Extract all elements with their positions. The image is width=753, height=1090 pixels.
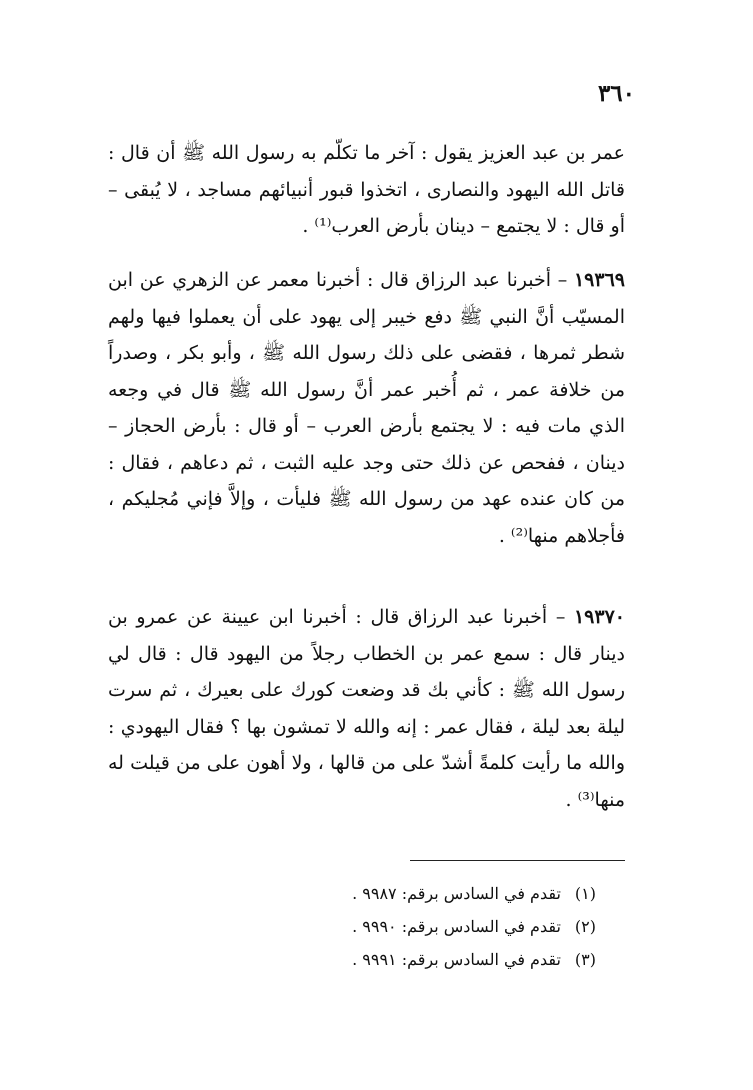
hadith-number: ١٩٣٧٠ — [573, 606, 625, 628]
footnote — [280, 877, 596, 910]
page-number: ٣٦٠ — [597, 80, 635, 107]
footnote-number: (٣) — [574, 950, 596, 969]
footnote-text: تقدم في السادس برقم: ٩٩٩٠ . — [352, 917, 561, 936]
hadith-number: ١٩٣٦٩ — [573, 269, 625, 291]
footnotes — [280, 877, 596, 976]
paragraph-text: عمر بن عبد العزيز يقول : آخر ما تكلّم به رسول الله ﷺ أن قال : قاتل الله اليهود والنصارى ، اتخذوا قبور أنبيائهم مساجد ، لا يُبقى – أو قال : لا يجتمع – دينان بأرض العرب⁽¹⁾ . — [108, 142, 625, 237]
paragraph-text: – أخبرنا عبد الرزاق قال : أخبرنا ابن عيينة عن عمرو بن دينار قال : سمع عمر بن الخطاب رجلاً من اليهود قال : قال لي رسول الله ﷺ : كأني بك قد وضعت كورك على بعيرك ، ثم سرت ليلة بعد ليلة ، فقال عمر : إنه والله لا تمشون بها ؟ فقال اليهودي : والله ما رأيت كلمةً أشدّ على من قالها ، ولا أهون على من قيلت له منها⁽³⁾ . — [108, 606, 625, 811]
footnote-divider — [410, 860, 625, 861]
footnote-number: (٢) — [574, 917, 596, 936]
footnote — [280, 943, 596, 976]
paragraph-continuation — [108, 135, 625, 245]
footnote — [280, 910, 596, 943]
hadith-paragraph — [108, 599, 625, 818]
paragraph-text: – أخبرنا عبد الرزاق قال : أخبرنا معمر عن الزهري عن ابن المسيّب أنَّ النبي ﷺ دفع خيبر إلى يهود على أن يعملوا فيها ولهم شطر ثمرها ، فقضى على ذلك رسول الله ﷺ ، وأبو بكر ، وصدراً من خلافة عمر ، ثم أُخبر عمر أنَّ رسول الله ﷺ قال في وجعه الذي مات فيه : لا يجتمع بأرض العرب – أو قال : بأرض الحجاز – دينان ، ففحص عن ذلك حتى وجد عليه الثبت ، ثم دعاهم ، فقال : من كان عنده عهد من رسول الله ﷺ فليأت ، وإلاَّ فإني مُجليكم ، فأجلاهم منها⁽²⁾ . — [108, 269, 625, 547]
hadith-paragraph — [108, 262, 625, 554]
footnote-number: (١) — [574, 884, 596, 903]
footnote-text: تقدم في السادس برقم: ٩٩٩١ . — [352, 950, 561, 969]
footnote-text: تقدم في السادس برقم: ٩٩٨٧ . — [352, 884, 561, 903]
